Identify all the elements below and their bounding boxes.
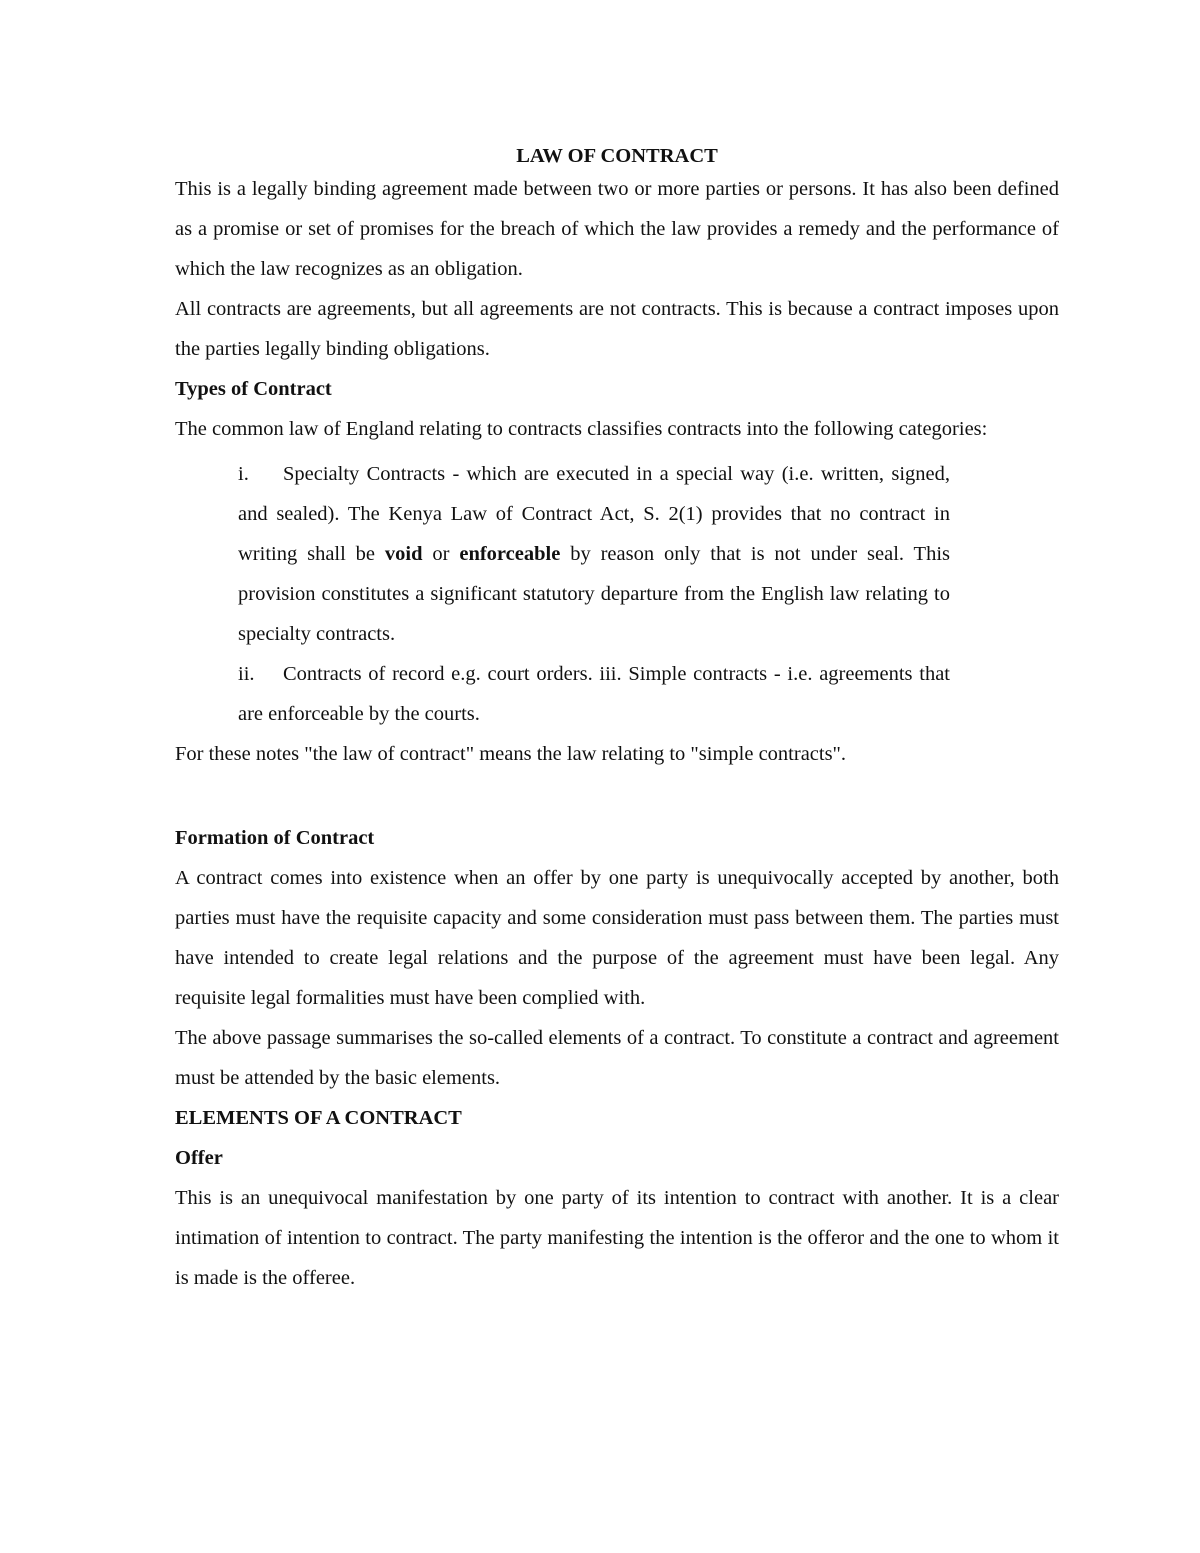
agreements-paragraph: All contracts are agreements, but all agreements are not contracts. This is because a contract imposes upon the parties legally binding obligations. <box>175 298 1059 360</box>
document-title: LAW OF CONTRACT <box>516 145 718 167</box>
or-text: or <box>422 543 460 565</box>
specialty-text-b: by reason only that is not under seal. This provision constitutes a significant statutory departure from the English law relating to specialty contracts. <box>238 543 950 645</box>
list-number: ii. <box>238 663 255 685</box>
offer-heading: Offer <box>175 1147 223 1169</box>
types-heading: Types of Contract <box>175 378 332 400</box>
void-term: void <box>384 543 423 565</box>
formation-heading: Formation of Contract <box>175 827 375 849</box>
document-body <box>175 143 1059 1298</box>
offer-paragraph: This is an unequivocal manifestation by one party of its intention to contract with another. It is a clear intimation of intention to contract. The party manifesting the intention is the offeror and the one to whom it is made is the offeree. <box>175 1187 1059 1289</box>
formation-paragraph: A contract comes into existence when an offer by one party is unequivocally accepted by another, both parties must have the requisite capacity and some consideration must pass between them. The parties must have intended to create legal relations and the purpose of the agreement must have been legal. Any requisite legal formalities must have been complied with. <box>175 867 1059 1009</box>
list-number: i. <box>238 463 249 485</box>
contract-types-list <box>238 454 950 734</box>
types-intro-paragraph: The common law of England relating to contracts classifies contracts into the following categories: <box>175 418 988 440</box>
elements-summary-paragraph: The above passage summarises the so-called elements of a contract. To constitute a contract and agreement must be attended by the basic elements. <box>175 1027 1059 1089</box>
blank-line <box>175 774 1059 818</box>
specialty-text-a: Specialty Contracts - which are executed in a special way (i.e. written, signed, and sealed). The Kenya Law of Contract Act, S. 2(1) provides that no contract in writing shall be <box>238 463 950 565</box>
record-text: Contracts of record e.g. court orders. iii. Simple contracts - i.e. agreements that are enforceable by the courts. <box>238 663 950 725</box>
list-item-specialty <box>238 454 950 654</box>
enforceable-term: enforceable <box>459 543 561 565</box>
list-item-record <box>238 654 950 734</box>
elements-heading: ELEMENTS OF A CONTRACT <box>175 1107 462 1129</box>
intro-paragraph: This is a legally binding agreement made between two or more parties or persons. It has also been defined as a promise or set of promises for the breach of which the law provides a remedy and the performance of which the law recognizes as an obligation. <box>175 178 1059 280</box>
types-closing-paragraph: For these notes "the law of contract" means the law relating to "simple contracts". <box>175 743 847 765</box>
